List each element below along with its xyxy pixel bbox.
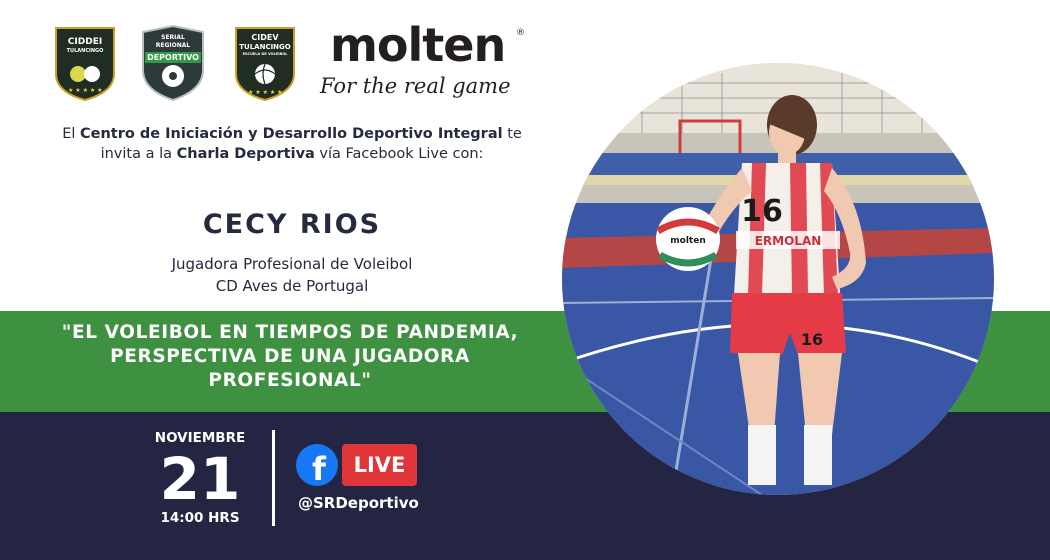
talk-title-line-2: PERSPECTIVA DE UNA JUGADORA: [110, 346, 470, 367]
cidev-logo-caption: ESCUELA DE VOLEIBOL: [242, 52, 288, 56]
event-month: NOVIEMBRE: [154, 430, 246, 446]
ciddei-logo: [54, 26, 116, 102]
live-badge: LIVE: [342, 444, 417, 486]
guest-club: CD Aves de Portugal: [215, 277, 369, 295]
invite-org-name: Centro de Iniciación y Desarrollo Deportivo Integral: [80, 126, 503, 142]
molten-registered-mark: ®: [516, 28, 525, 38]
guest-role: Jugadora Profesional de Voleibol: [171, 255, 413, 273]
event-day: 21: [159, 445, 241, 513]
svg-text:16: 16: [800, 330, 824, 349]
facebook-letter: f: [312, 450, 326, 486]
guest-name: CECY RIOS: [202, 209, 382, 240]
talk-title: [40, 321, 540, 393]
date-divider: [272, 430, 275, 526]
cidev-logo: [234, 26, 296, 102]
guest-description: [42, 253, 542, 297]
serial-logo-line1: SERIAL: [161, 34, 185, 41]
invite-part-2: te invita a la: [100, 126, 522, 162]
invite-part-1: El: [62, 126, 80, 142]
facebook-icon: [296, 444, 338, 486]
serial-logo-line2: REGIONAL: [155, 42, 191, 49]
molten-logo: [320, 18, 525, 102]
talk-title-line-1: "EL VOLEIBOL EN TIEMPOS DE PANDEMIA,: [61, 322, 519, 343]
jersey-number: 16: [741, 194, 783, 229]
ciddei-logo-title: CIDDEI: [67, 37, 103, 47]
event-time: 14:00 HRS: [160, 510, 240, 526]
serial-regional-logo: [140, 24, 206, 104]
ball-brand: molten: [670, 236, 706, 246]
invite-part-3: vía Facebook Live con:: [314, 146, 484, 162]
molten-tagline: For the real game: [320, 74, 511, 98]
ciddei-logo-subtitle: TULANCINGO: [66, 48, 104, 54]
svg-text:★ ★ ★ ★ ★: ★ ★ ★ ★ ★: [68, 87, 103, 94]
serial-logo-line3: DEPORTIVO: [147, 53, 199, 62]
jersey-sponsor: ERMOLAN: [754, 234, 822, 248]
cidev-logo-subtitle: TULANCINGO: [239, 43, 291, 51]
svg-text:★ ★ ★ ★ ★: ★ ★ ★ ★ ★: [248, 89, 283, 96]
invitation-text: [42, 124, 542, 164]
player-photo: [562, 63, 994, 495]
molten-wordmark: molten: [330, 18, 506, 72]
cidev-logo-title: CIDEV: [251, 33, 279, 42]
logos-row: [54, 18, 525, 106]
talk-title-line-3: PROFESIONAL": [208, 370, 372, 391]
invite-event-type: Charla Deportiva: [176, 146, 315, 162]
facebook-handle: @SRDeportivo: [298, 494, 419, 512]
